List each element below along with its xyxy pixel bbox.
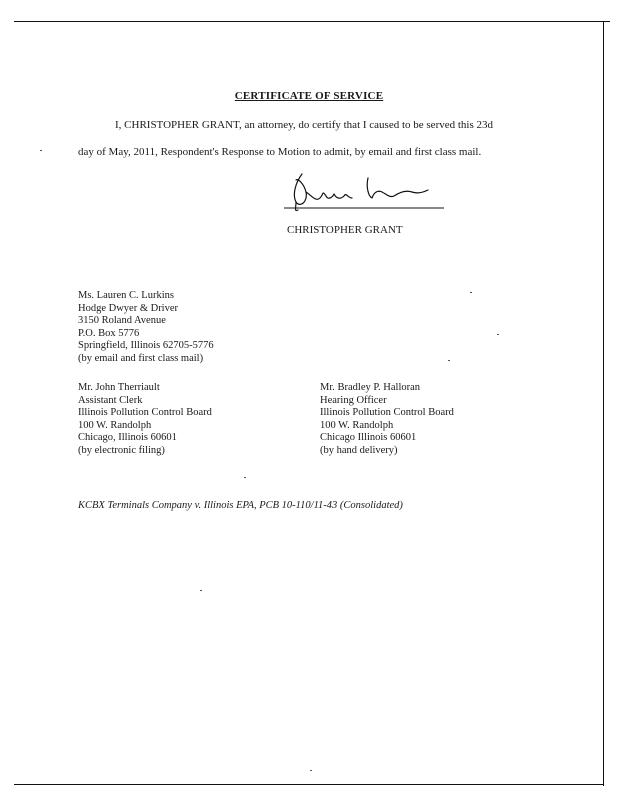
scan-speck <box>470 292 472 293</box>
scan-border-bottom <box>14 784 604 785</box>
recipient-line: Illinois Pollution Control Board <box>320 407 454 419</box>
recipient-line: (by hand delivery) <box>320 444 398 456</box>
signatory-name: CHRISTOPHER GRANT <box>287 224 403 236</box>
recipient-line: 100 W. Randolph <box>78 419 152 431</box>
scan-speck <box>200 590 202 591</box>
handwritten-signature <box>282 168 452 218</box>
recipient-line: Chicago, Illinois 60601 <box>78 432 177 444</box>
recipient-line: Hodge Dwyer & Driver <box>78 302 179 314</box>
certification-line-1: I, CHRISTOPHER GRANT, an attorney, do certify that I caused to be served this 23d <box>115 119 494 131</box>
recipient-line: Springfield, Illinois 62705-5776 <box>78 340 214 352</box>
recipient-line: 3150 Roland Avenue <box>78 315 166 327</box>
recipient-line: (by electronic filing) <box>78 444 165 456</box>
recipient-halloran <box>320 382 454 458</box>
recipient-line: 100 W. Randolph <box>320 419 394 431</box>
recipient-therriault <box>78 382 212 458</box>
case-caption: KCBX Terminals Company v. Illinois EPA, PCB 10-110/11-43 (Consolidated) <box>78 500 403 511</box>
recipient-line: Chicago Illinois 60601 <box>320 432 417 444</box>
scan-border-top <box>14 21 610 22</box>
scan-speck <box>244 477 246 478</box>
recipient-line: P.O. Box 5776 <box>78 327 140 339</box>
recipient-line: Mr. Bradley P. Halloran <box>320 382 421 393</box>
scan-speck <box>448 360 450 361</box>
recipient-lurkins <box>78 290 214 366</box>
recipient-line: Ms. Lauren C. Lurkins <box>78 290 174 301</box>
certificate-title: CERTIFICATE OF SERVICE <box>234 90 384 102</box>
scan-border-right <box>603 21 604 786</box>
recipient-line: Mr. John Therriault <box>78 382 160 393</box>
scan-speck <box>40 150 42 151</box>
scan-speck <box>310 770 312 771</box>
scan-speck <box>497 334 499 335</box>
recipient-line: Assistant Clerk <box>78 394 143 406</box>
recipient-line: Illinois Pollution Control Board <box>78 407 212 419</box>
recipient-line: Hearing Officer <box>320 394 387 406</box>
certification-line-2: day of May, 2011, Respondent's Response to Motion to admit, by email and first class mail. <box>78 146 482 158</box>
recipient-line: (by email and first class mail) <box>78 352 204 364</box>
